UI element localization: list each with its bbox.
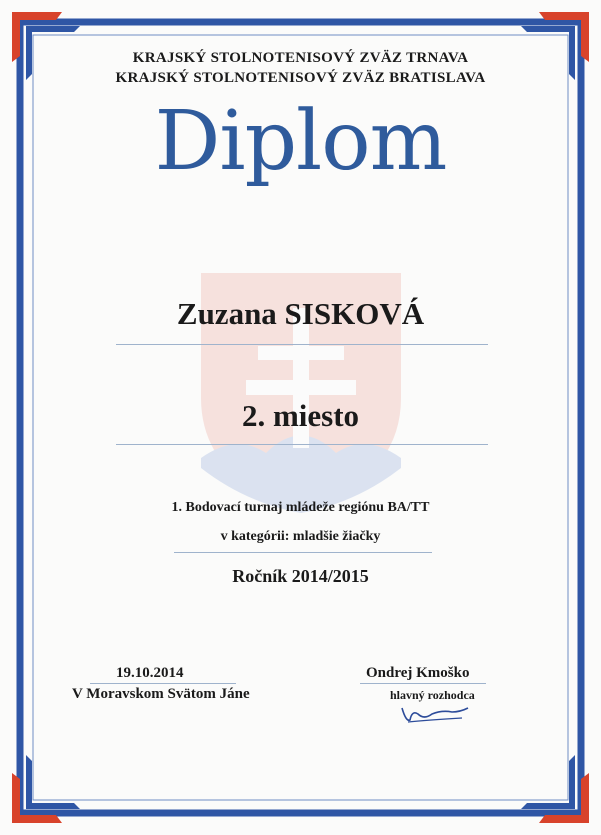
event-description: 1. Bodovací turnaj mládeže regiónu BA/TT	[171, 500, 430, 515]
signer-name: Ondrej Kmoško	[366, 665, 470, 681]
season: Ročník 2014/2015	[232, 566, 369, 586]
event-date: 19.10.2014	[116, 665, 184, 681]
date-underline	[90, 683, 236, 684]
event-place: V Moravskom Svätom Jáne	[72, 686, 250, 702]
placement: 2. miesto	[241, 398, 360, 433]
event-category: v kategórii: mladšie žiačky	[220, 529, 381, 544]
organizer-line-1: KRAJSKÝ STOLNOTENISOVÝ ZVÄZ TRNAVA	[132, 50, 469, 66]
category-underline	[174, 552, 432, 553]
recipient-name: Zuzana SISKOVÁ	[176, 296, 425, 331]
organizer-line-2: KRAJSKÝ STOLNOTENISOVÝ ZVÄZ BRATISLAVA	[115, 70, 486, 86]
signature-icon	[398, 700, 472, 726]
placement-underline	[116, 444, 488, 445]
signer-underline	[360, 683, 486, 684]
diploma-title: Diplom	[154, 94, 447, 189]
name-underline	[116, 344, 488, 345]
signer-role: hlavný rozhodca	[390, 688, 475, 702]
